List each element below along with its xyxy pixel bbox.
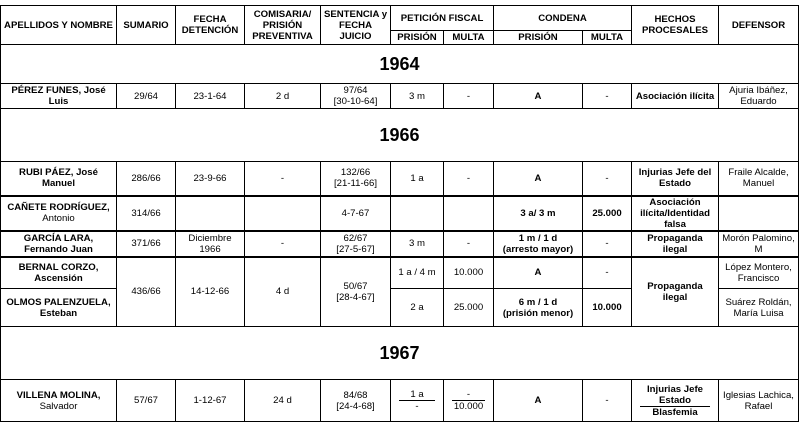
header-pf-prision: PRISIÓN — [391, 31, 444, 45]
fecha-cell: 23-1-64 — [176, 84, 245, 109]
table-row — [1, 84, 799, 109]
pf-prision-cell — [391, 196, 444, 231]
pf-multa-cell — [444, 380, 494, 422]
c-prision-cell — [494, 231, 583, 257]
hechos-cell: Injurias Jefe del Estado — [632, 162, 719, 196]
sentencia-cell — [321, 380, 391, 422]
sumario-cell: 286/66 — [117, 162, 176, 196]
c-multa-cell: - — [583, 257, 632, 289]
fecha-cell — [176, 196, 245, 231]
year-row-1964 — [1, 45, 799, 84]
defensor-cell: Suárez Roldán, María Luisa — [719, 289, 799, 327]
comisaria-cell — [245, 196, 321, 231]
sentencia-date: [24-4-68] — [336, 400, 375, 412]
sentencia-number: 97/64 — [343, 85, 368, 96]
person-name-rest: Salvador — [39, 400, 78, 412]
c-multa-cell: - — [583, 84, 632, 109]
sentencia-date: [27-5-67] — [336, 243, 375, 255]
hechos-value-a: Injurias Jefe Estado — [640, 384, 710, 407]
hechos-cell: Asociación ilícita — [632, 84, 719, 109]
header-peticion-fiscal: PETICIÓN FISCAL — [391, 6, 494, 31]
hechos-cell — [632, 380, 719, 422]
comisaria-cell: 4 d — [245, 257, 321, 327]
sumario-cell: 371/66 — [117, 231, 176, 257]
header-row — [1, 6, 799, 31]
pf-prision-cell: 3 m — [391, 84, 444, 109]
year-row-1966 — [1, 109, 799, 162]
defensor-cell: Ajuria Ibáñez, Eduardo — [719, 84, 799, 109]
fecha-cell: 14-12-66 — [176, 257, 245, 327]
fecha-cell: 1-12-67 — [176, 380, 245, 422]
header-c-multa: MULTA — [583, 31, 632, 45]
year-label: 1967 — [1, 327, 799, 380]
table-row — [1, 196, 799, 231]
person-name — [1, 196, 117, 231]
header-sumario: SUMARIO — [117, 6, 176, 45]
pf-multa-cell — [444, 196, 494, 231]
year-row-1967 — [1, 327, 799, 380]
c-prision-note: (prisión menor) — [502, 307, 574, 319]
sentencia-date: [30-10-64] — [333, 96, 378, 107]
hechos-cell: Propaganda ilegal — [632, 231, 719, 257]
table-row — [1, 380, 799, 422]
c-prision-note: (arresto mayor) — [502, 243, 574, 255]
pf-multa-cell: 10.000 — [444, 257, 494, 289]
hechos-value-b: Blasfemia — [652, 406, 698, 418]
c-prision-cell: 3 a/ 3 m — [494, 196, 583, 231]
header-pf-multa: MULTA — [444, 31, 494, 45]
sentencia-cell — [321, 84, 391, 109]
sentencia-cell — [321, 257, 391, 327]
fecha-cell: Diciembre 1966 — [176, 231, 245, 257]
table-row — [1, 162, 799, 196]
header-hechos: HECHOS PROCESALES — [632, 6, 719, 45]
header-condena: CONDENA — [494, 6, 632, 31]
sentencia-number: 62/67 — [343, 232, 368, 244]
sentencia-cell — [321, 231, 391, 257]
header-fecha-detencion: FECHA DETENCIÓN — [176, 6, 245, 45]
pf-prision-cell — [391, 380, 444, 422]
c-multa-cell: 25.000 — [583, 196, 632, 231]
person-name: GARCÍA LARA, Fernando Juan — [1, 231, 117, 257]
c-multa-cell: - — [583, 162, 632, 196]
person-name: OLMOS PALENZUELA, Esteban — [1, 289, 117, 327]
defensor-cell — [719, 196, 799, 231]
person-name-bold: CAÑETE RODRÍGUEZ, — [7, 202, 110, 213]
sentencia-number: 84/68 — [343, 389, 368, 401]
year-label: 1964 — [1, 45, 799, 84]
c-multa-cell: 10.000 — [583, 289, 632, 327]
header-comisaria: COMISARIA/ PRISIÓN PREVENTIVA — [245, 6, 321, 45]
header-c-prision: PRISIÓN — [494, 31, 583, 45]
header-sentencia: SENTENCIA y FECHA JUICIO — [321, 6, 391, 45]
c-prision-cell: A — [494, 162, 583, 196]
person-name: BERNAL CORZO, Ascensión — [1, 257, 117, 289]
defensor-cell: Fraile Alcalde, Manuel — [719, 162, 799, 196]
pf-prision-value-b: - — [415, 401, 419, 412]
comisaria-cell: 24 d — [245, 380, 321, 422]
c-prision-cell — [494, 289, 583, 327]
pf-prision-value-a: 1 a — [399, 389, 435, 401]
pf-prision-cell: 1 a / 4 m — [391, 257, 444, 289]
defensor-cell: López Montero, Francisco — [719, 257, 799, 289]
comisaria-cell: 2 d — [245, 84, 321, 109]
sentencia-date: [21-11-66] — [333, 178, 378, 190]
table-row — [1, 231, 799, 257]
pf-multa-cell: - — [444, 84, 494, 109]
pf-multa-value-b: 10.000 — [453, 401, 484, 412]
c-prision-cell: A — [494, 84, 583, 109]
table-row — [1, 257, 799, 289]
sumario-cell: 436/66 — [117, 257, 176, 327]
comisaria-cell: - — [245, 162, 321, 196]
sentencia-number: 50/67 — [343, 280, 368, 292]
sentencia-cell — [321, 162, 391, 196]
person-name-bold: VILLENA MOLINA, — [16, 389, 101, 401]
c-prision-cell: A — [494, 380, 583, 422]
pf-multa-cell: 25.000 — [444, 289, 494, 327]
c-multa-cell: - — [583, 380, 632, 422]
trials-table — [0, 5, 799, 422]
sentencia-date: [28-4-67] — [336, 291, 375, 303]
defensor-cell: Iglesias Lachica, Rafael — [719, 380, 799, 422]
person-name-rest: Antonio — [42, 213, 75, 224]
pf-prision-cell: 3 m — [391, 231, 444, 257]
header-name: APELLIDOS Y NOMBRE — [1, 6, 117, 45]
person-name — [1, 380, 117, 422]
c-prision-value: 1 m / 1 d — [518, 232, 558, 244]
pf-prision-cell: 2 a — [391, 289, 444, 327]
person-name: PÉREZ FUNES, José Luis — [1, 84, 117, 109]
pf-multa-cell: - — [444, 231, 494, 257]
pf-multa-cell: - — [444, 162, 494, 196]
pf-prision-cell: 1 a — [391, 162, 444, 196]
sumario-cell: 314/66 — [117, 196, 176, 231]
pf-multa-value-a: - — [452, 389, 485, 401]
comisaria-cell: - — [245, 231, 321, 257]
defensor-cell: Morón Palomino, M — [719, 231, 799, 257]
c-prision-value: 6 m / 1 d — [518, 296, 558, 308]
hechos-cell: Propaganda ilegal — [632, 257, 719, 327]
sentencia-cell: 4-7-67 — [321, 196, 391, 231]
sumario-cell: 57/67 — [117, 380, 176, 422]
header-defensor: DEFENSOR — [719, 6, 799, 45]
hechos-cell: Asociación ilícita/Identidad falsa — [632, 196, 719, 231]
year-label: 1966 — [1, 109, 799, 162]
sumario-cell: 29/64 — [117, 84, 176, 109]
sentencia-number: 132/66 — [340, 167, 371, 179]
person-name: RUBI PÁEZ, José Manuel — [1, 162, 117, 196]
c-multa-cell: - — [583, 231, 632, 257]
fecha-cell: 23-9-66 — [176, 162, 245, 196]
c-prision-cell: A — [494, 257, 583, 289]
